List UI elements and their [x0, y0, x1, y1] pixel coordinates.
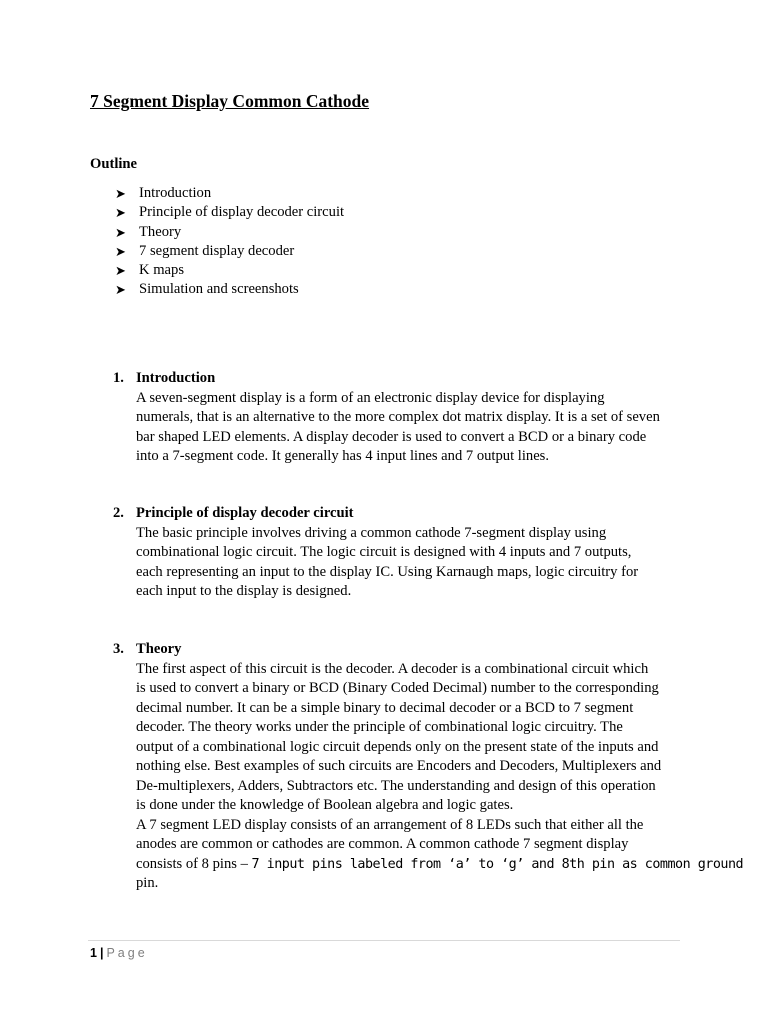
arrowhead-bullet-icon: ➤ — [115, 224, 126, 240]
document-title: 7 Segment Display Common Cathode — [90, 91, 370, 111]
body-line: decoder. The theory works under the principle of combinational logic circuitry. The — [136, 719, 623, 735]
body-line: decimal number. It can be a simple binary to decimal decoder or a BCD to 7 segment — [136, 699, 634, 716]
arrowhead-bullet-icon: ➤ — [115, 243, 126, 259]
page-footer — [90, 944, 148, 964]
section-body — [136, 389, 693, 467]
body-line: bar shaped LED elements. A display decoder is used to convert a BCD or a binary code — [136, 428, 647, 445]
outline-item-label: 7 segment display decoder — [139, 242, 295, 259]
body-line: into a 7-segment code. It generally has 4 input lines and 7 output lines. — [136, 448, 549, 464]
body-text-run: consists of 8 pins – — [136, 855, 252, 872]
body-text-run-alt-font: 7 input pins labeled from ‘a’ to ‘g’ and 8th pin as common ground — [251, 856, 744, 872]
body-line: output of a combinational logic circuit depends only on the present state of the inputs and — [136, 738, 659, 755]
section-heading: Theory — [136, 641, 182, 657]
outline-item-label: Introduction — [139, 184, 212, 201]
body-line — [136, 855, 744, 875]
body-line: nothing else. Best examples of such circuits are Encoders and Decoders, Multiplexers and — [136, 758, 662, 774]
section-number: 3. — [113, 641, 124, 657]
body-line: De-multiplexers, Adders, Subtractors etc. The understanding and design of this operation — [136, 777, 656, 794]
outline-item — [115, 280, 344, 299]
page-number: 1 — [90, 946, 97, 960]
section-introduction — [113, 369, 693, 467]
section-principle — [113, 504, 693, 602]
body-line: each representing an input to the display IC. Using Karnaugh maps, logic circuitry for — [136, 563, 639, 580]
outline-item — [115, 184, 344, 203]
footer-separator: | — [99, 946, 104, 960]
body-line: combinational logic circuit. The logic circuit is designed with 4 inputs and 7 outputs, — [136, 544, 632, 560]
body-line: numerals, that is an alternative to the more complex dot matrix display. It is a set of seven — [136, 409, 660, 425]
outline-item-label: Theory — [139, 223, 182, 240]
arrowhead-bullet-icon: ➤ — [115, 263, 126, 279]
body-line: is done under the knowledge of Boolean algebra and logic gates. — [136, 797, 514, 813]
body-line: The basic principle involves driving a common cathode 7-segment display using — [136, 524, 607, 541]
outline-item — [115, 223, 344, 242]
page-label: Page — [106, 946, 148, 960]
body-line: pin. — [136, 875, 159, 891]
arrowhead-bullet-icon: ➤ — [115, 205, 126, 221]
outline-item-label: Simulation and screenshots — [139, 281, 299, 298]
body-line: The first aspect of this circuit is the decoder. A decoder is a combinational circuit which — [136, 660, 649, 677]
outline-item-label: Principle of display decoder circuit — [139, 204, 345, 221]
outline-item — [115, 242, 344, 261]
section-theory — [113, 640, 744, 894]
section-heading: Principle of display decoder circuit — [136, 505, 354, 521]
outline-item — [115, 203, 344, 222]
outline-item-label: K maps — [139, 262, 184, 279]
body-line: A 7 segment LED display consists of an arrangement of 8 LEDs such that either all the — [136, 816, 644, 833]
arrowhead-bullet-icon: ➤ — [115, 282, 126, 298]
section-body — [136, 524, 693, 602]
outline-item — [115, 261, 344, 280]
outline-list — [115, 184, 344, 300]
body-line: A seven-segment display is a form of an electronic display device for displaying — [136, 389, 605, 406]
outline-heading: Outline — [90, 156, 138, 172]
body-line: is used to convert a binary or BCD (Binary Coded Decimal) number to the corresponding — [136, 680, 659, 696]
section-heading: Introduction — [136, 370, 216, 386]
body-line: each input to the display is designed. — [136, 583, 352, 599]
body-line: anodes are common or cathodes are common. A common cathode 7 segment display — [136, 836, 629, 852]
section-number: 2. — [113, 505, 124, 521]
footer-divider — [88, 940, 680, 941]
section-body — [136, 660, 744, 894]
arrowhead-bullet-icon: ➤ — [115, 185, 126, 201]
section-number: 1. — [113, 370, 124, 386]
